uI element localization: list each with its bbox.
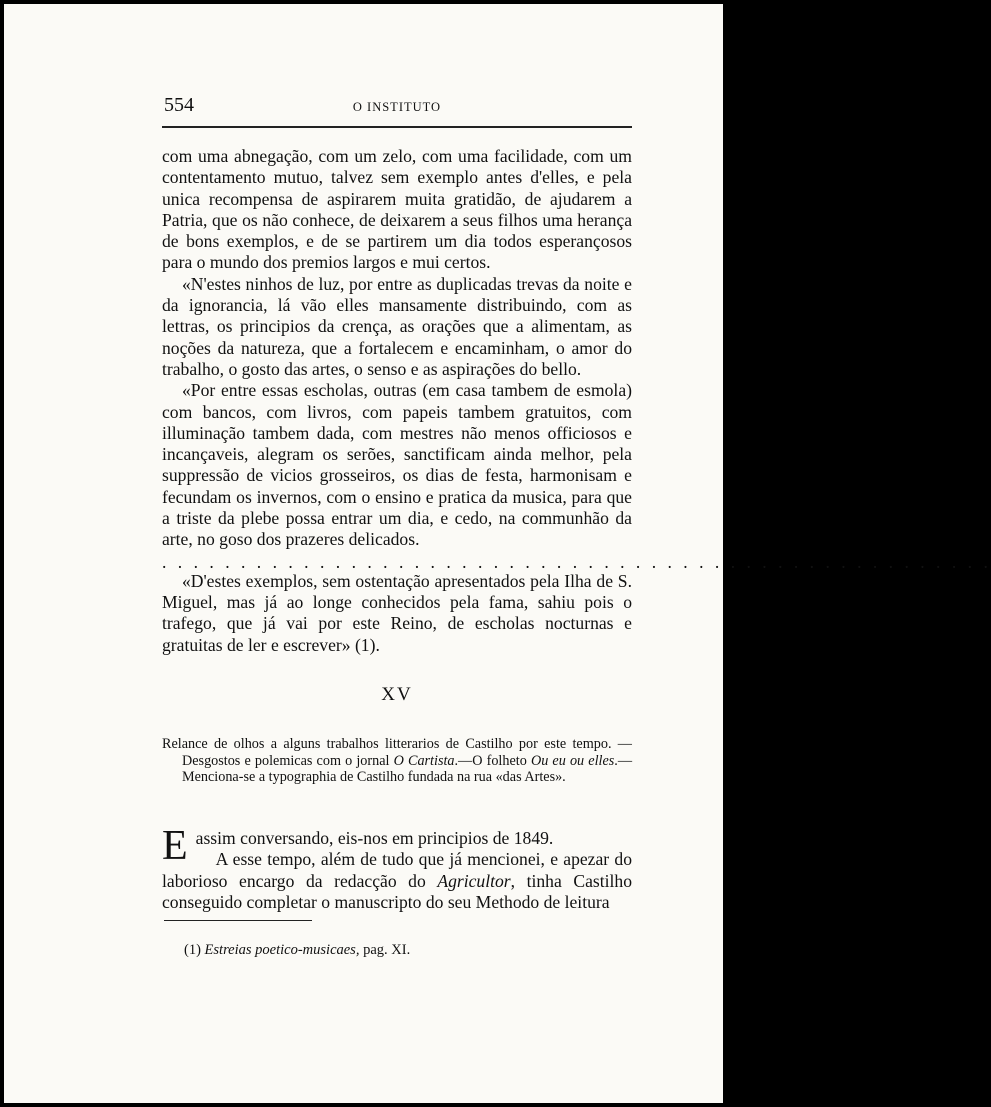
body-text bbox=[162, 146, 991, 656]
chapter-number: XV bbox=[381, 684, 413, 705]
footnote-rule bbox=[164, 920, 312, 921]
section-text-a: A esse tempo, além de tudo que já mencionei, e apezar do laborioso encargo da redacção do bbox=[162, 849, 632, 891]
section-text-b: , tinha Castilho conseguido completar o manuscripto do seu Methodo de leitura bbox=[162, 870, 633, 912]
summary-italic-b: Ou eu ou elles bbox=[530, 752, 615, 769]
section-line-1: assim conversando, eis-nos em principios de 1849. bbox=[195, 828, 554, 848]
paragraph-3: «Por entre essas escholas, outras (em casa tambem de esmola) com bancos, com livros, com papeis tambem gratuitos, com illuminação tambem dada, com mestres não menos officiosos e incançaveis, alegram os serões, sanctificam ainda melhor, pela suppressão de vicios grosseiros, os dias de festa, harmonisam e fecundam os invernos, com o ensino e pratica da musica, para que a triste da plebe possa entrar um dia, e cedo, na communhão da arte, no goso dos prazeres delicados. bbox=[162, 380, 632, 550]
ellipsis-line: . . . . . . . . . . . . . . . . . . . . . . . . . . . . . . . . . . . . . . . . . . . . . . . . . . . . . bbox=[162, 551, 991, 572]
drop-cap: E bbox=[162, 823, 188, 869]
section-text bbox=[162, 823, 633, 913]
book-page bbox=[4, 4, 991, 1103]
chapter-summary bbox=[162, 736, 632, 786]
summary-text-a: Relance de olhos a alguns trabalhos litterarios de Castilho por este tempo. —Desgostos e polemicas com o jornal bbox=[162, 736, 632, 769]
summary-text-c: .—Menciona-se a typographia de Castilho fundada na rua «das Artes». bbox=[182, 752, 633, 785]
paragraph-4: «D'estes exemplos, sem ostentação apresentados pela Ilha de S. Miguel, mas já ao longe conhecidos pela fama, sahiu pois o trafego, que já vai por este Reino, de escholas nocturnas e gratuitas de ler e escrever» (1). bbox=[162, 570, 632, 655]
paragraph-1: com uma abnegação, com um zelo, com uma facilidade, com um contentamento mutuo, talvez sem exemplo antes d'elles, e pela unica recompensa de aspirarem muita gratidão, de ajudarem a Patria, que os não conhece, de deixarem a seus filhos uma herança de bons exemplos, e de se partirem um dia todos esperançosos para o mundo dos premios largos e mui certos. bbox=[162, 146, 632, 273]
running-head bbox=[162, 92, 632, 122]
footnote-title: Estreias poetico-musicaes, bbox=[204, 942, 360, 958]
footnote-rest: pag. XI. bbox=[359, 942, 411, 958]
summary-italic-a: O Cartista bbox=[393, 752, 455, 769]
page-number: 554 bbox=[164, 94, 194, 116]
paragraph-2: «N'estes ninhos de luz, por entre as duplicadas trevas da noite e da ignorancia, lá vão elles mansamente distribuindo, com as lettras, os principios da crença, as orações que a alimentam, as noções da natureza, que a fortalecem e encaminham, o amor do trabalho, o gosto das artes, o senso e as aspirações do bello. bbox=[162, 273, 632, 379]
summary-text-b: .—O folheto bbox=[454, 752, 531, 769]
running-title: O INSTITUTO bbox=[352, 100, 442, 114]
section-italic: Agricultor bbox=[437, 870, 511, 891]
header-rule bbox=[162, 126, 632, 128]
footnote bbox=[184, 942, 410, 959]
footnote-marker: (1) bbox=[184, 942, 205, 958]
